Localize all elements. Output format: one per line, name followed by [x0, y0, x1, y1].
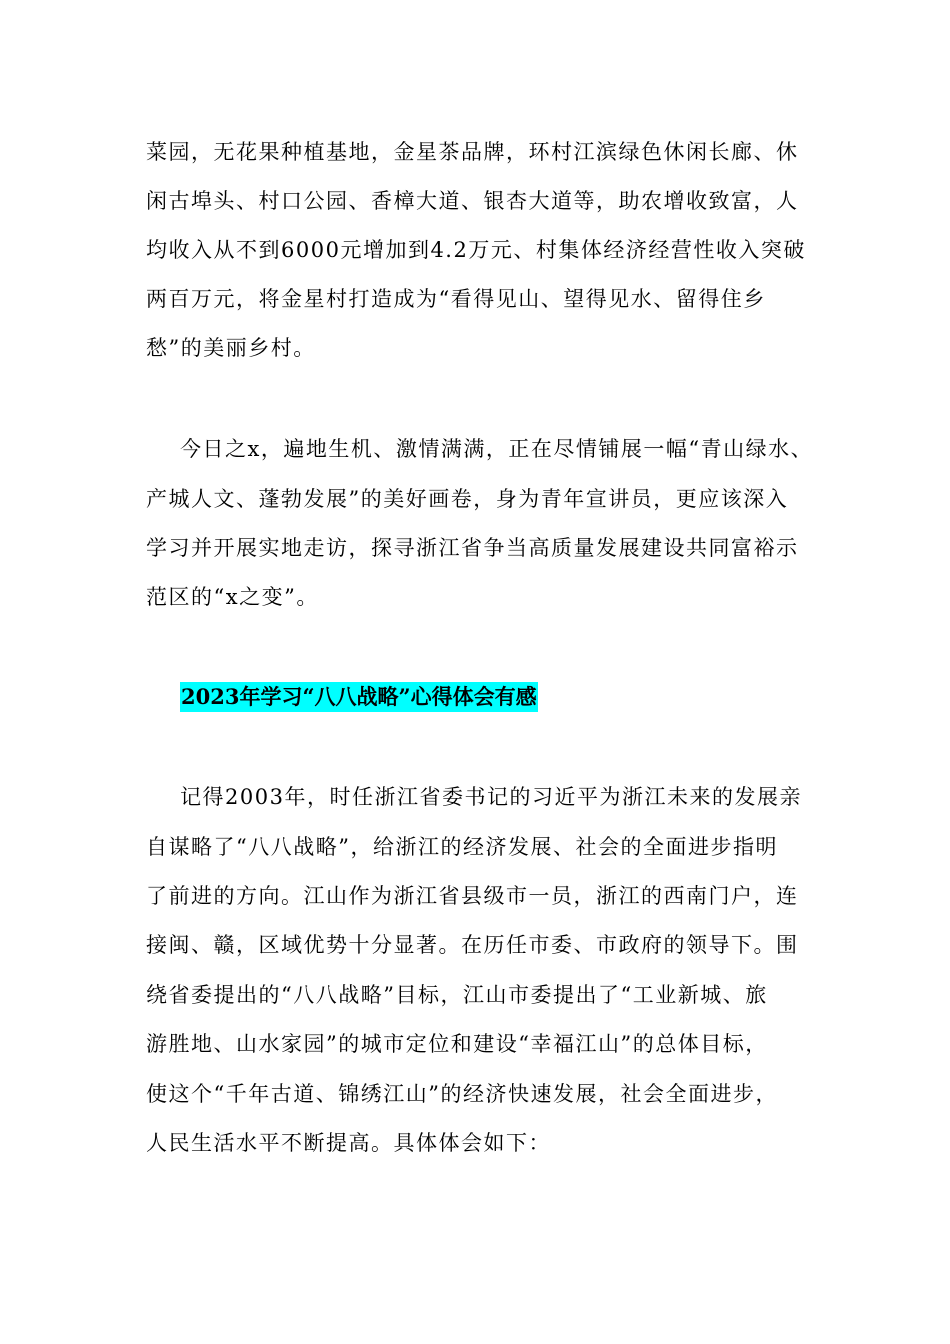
paragraph-line: 人民生活水平不断提高。具体体会如下：: [146, 1131, 551, 1155]
paragraph-line: 记得2003年，时任浙江省委书记的习近平为浙江未来的发展亲: [180, 785, 802, 809]
paragraph-line: 产城人文、蓬勃发展”的美好画卷，身为青年宣讲员，更应该深入: [146, 487, 789, 511]
paragraph-line: 学习并开展实地走访，探寻浙江省争当高质量发展建设共同富裕示: [146, 536, 799, 560]
paragraph-line: 今日之x，遍地生机、激情满满，正在尽情铺展一幅“青山绿水、: [180, 437, 814, 461]
paragraph-line: 菜园，无花果种植基地，金星茶品牌，环村江滨绿色休闲长廊、休: [146, 140, 799, 164]
paragraph-line: 接闽、赣，区域优势十分显著。在历任市委、市政府的领导下。围: [146, 933, 799, 957]
paragraph-line: 愁”的美丽乡村。: [146, 336, 316, 360]
paragraph-line: 游胜地、山水家园”的城市定位和建设“幸福江山”的总体目标，: [146, 1032, 768, 1056]
paragraph-line: 自谋略了“八八战略”，给浙江的经济发展、社会的全面进步指明: [146, 835, 778, 859]
paragraph-line: 了前进的方向。江山作为浙江省县级市一员，浙江的西南门户，连: [146, 884, 799, 908]
paragraph-line: 闲古埠头、村口公园、香樟大道、银杏大道等，助农增收致富，人: [146, 189, 799, 213]
paragraph-line: 范区的“x之变”。: [146, 585, 319, 609]
paragraph-line: 绕省委提出的“八八战略”目标，江山市委提出了“工业新城、旅: [146, 983, 768, 1007]
section-heading: 2023年学习“八八战略”心得体会有感: [180, 682, 538, 712]
paragraph-line: 使这个“千年古道、锦绣江山”的经济快速发展，社会全面进步，: [146, 1082, 778, 1106]
paragraph-line: 两百万元，将金星村打造成为“看得见山、望得见水、留得住乡: [146, 287, 766, 311]
paragraph-line: 均收入从不到6000元增加到4.2万元、村集体经济经营性收入突破: [146, 238, 806, 262]
